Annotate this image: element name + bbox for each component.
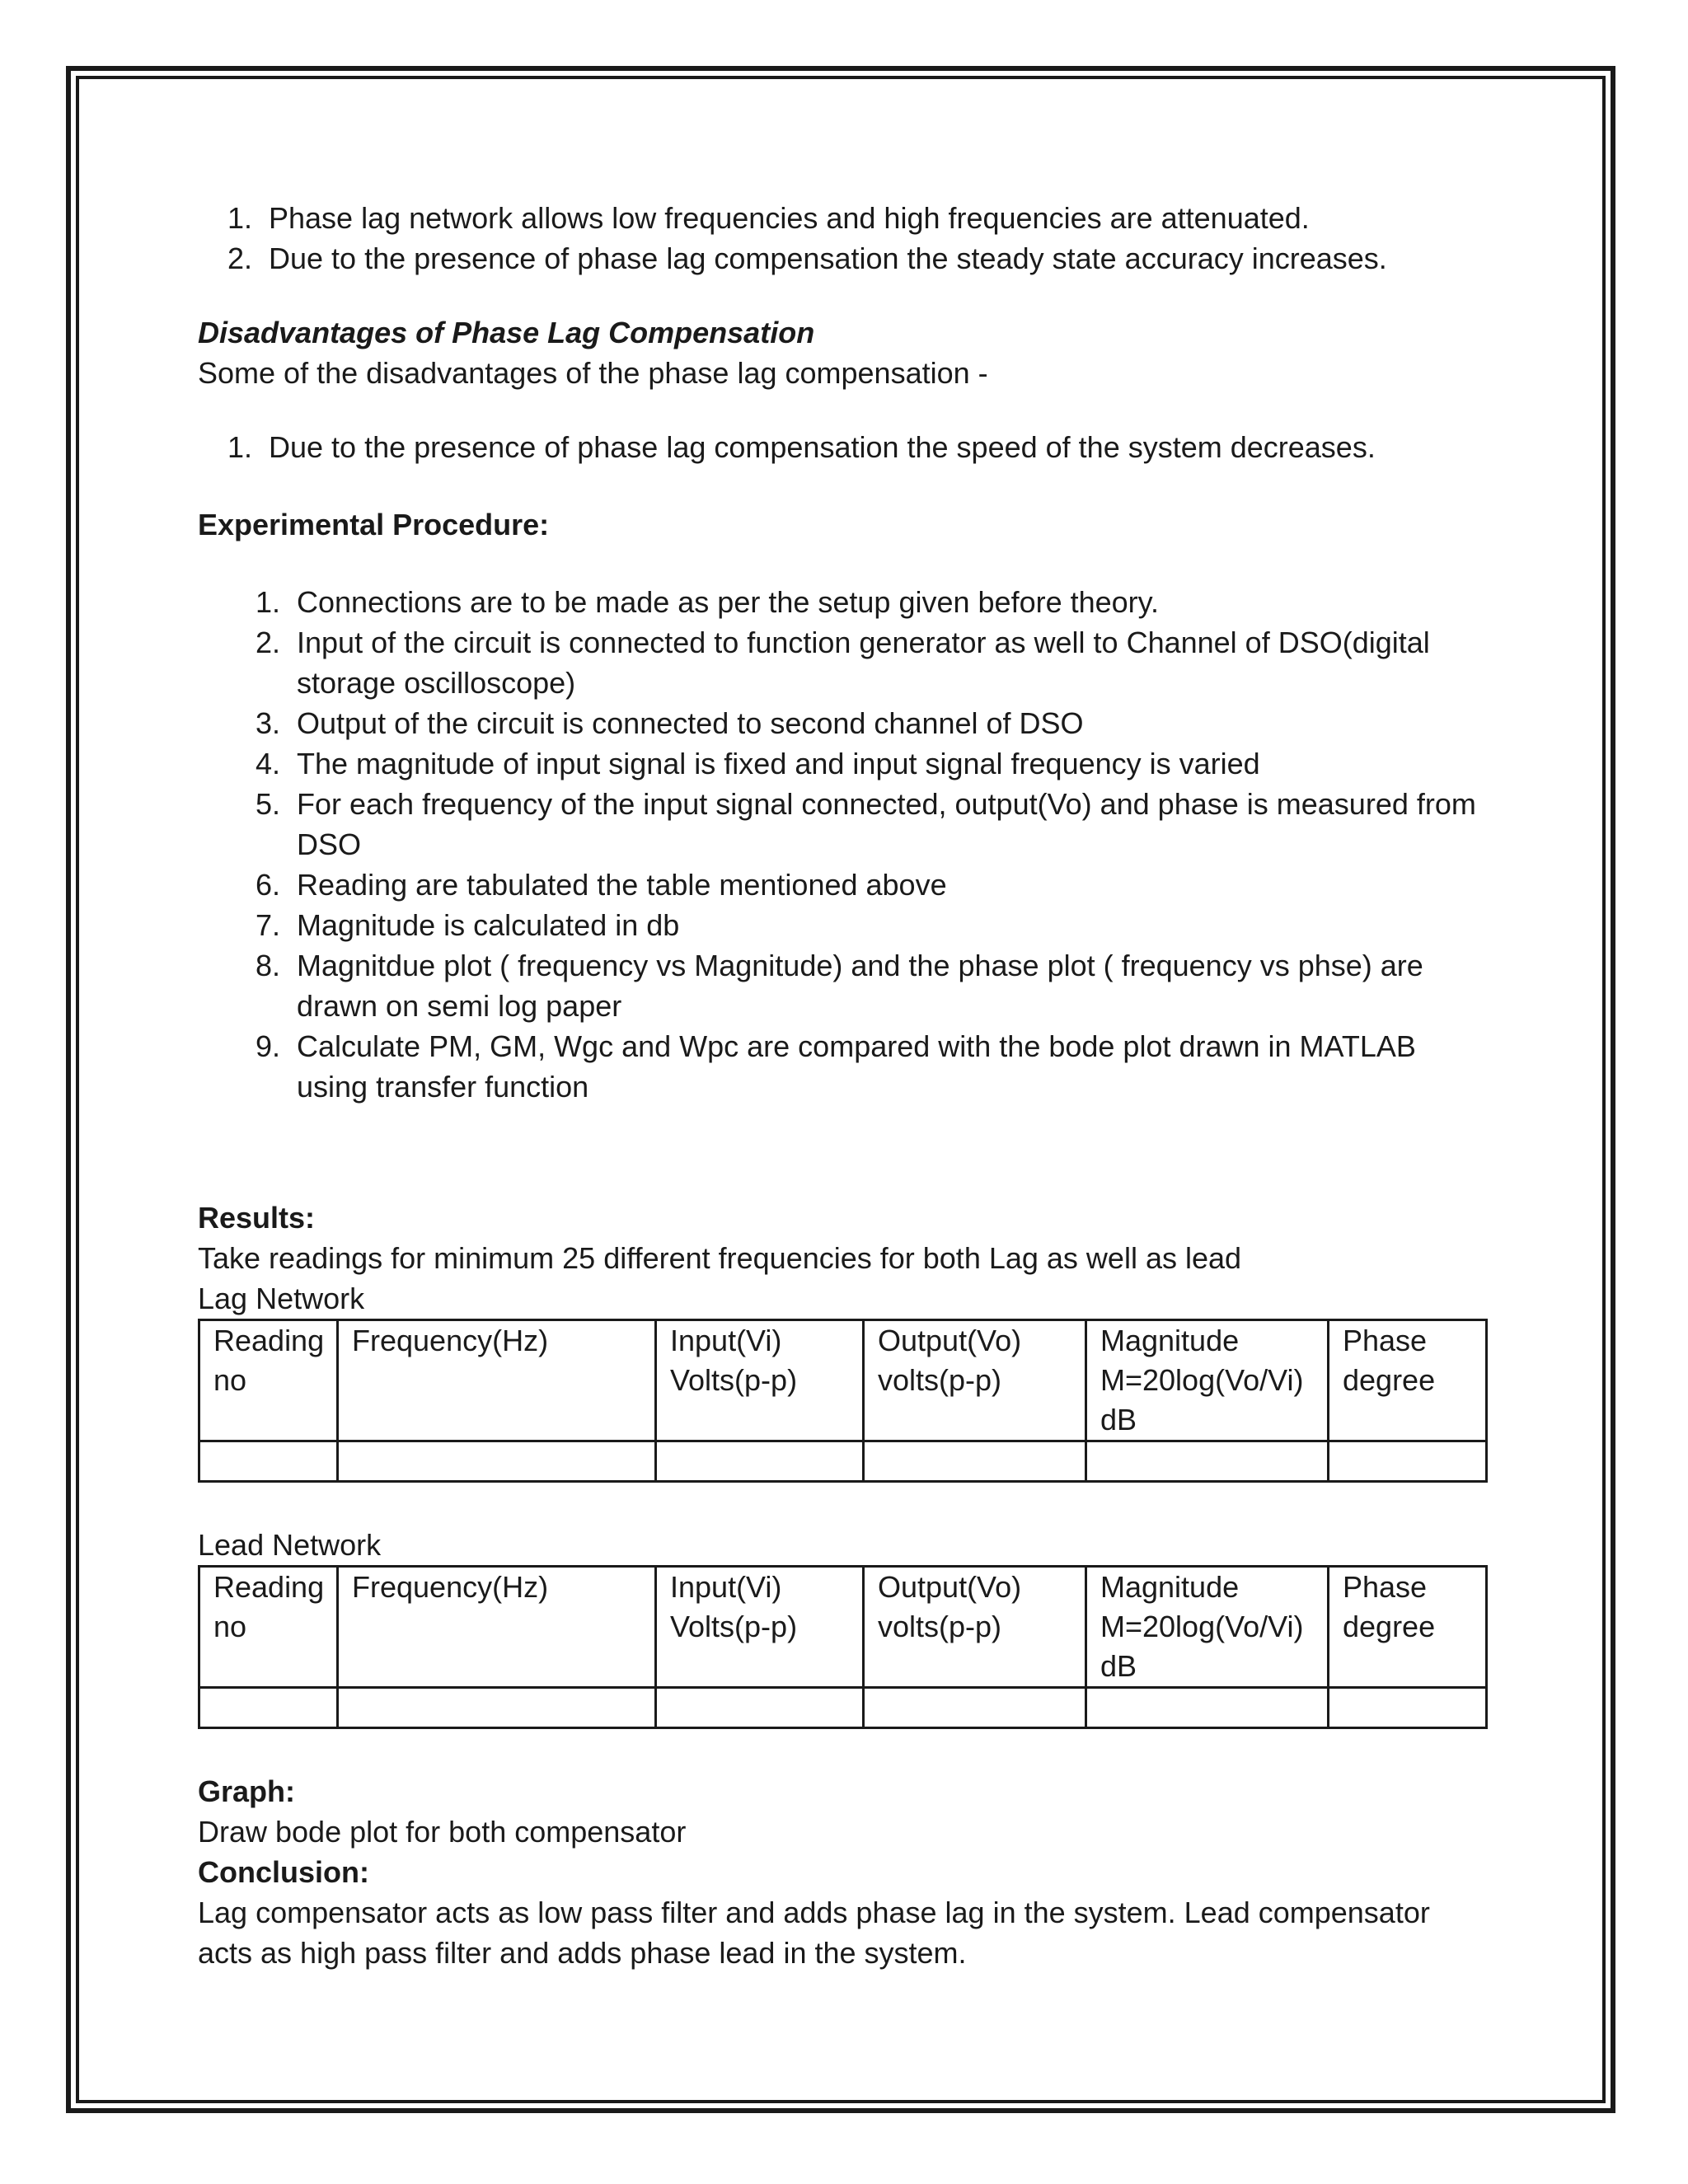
lag-table-caption: Lag Network xyxy=(198,1282,365,1315)
list-item: 4. The magnitude of input signal is fixed and input signal frequency is varied xyxy=(255,747,1260,780)
header-reading-no: Reading no xyxy=(199,1320,338,1441)
list-item: 1. Connections are to be made as per the setup given before theory. xyxy=(255,585,1159,619)
table-cell xyxy=(864,1688,1086,1728)
list-item: 8. Magnitdue plot ( frequency vs Magnitude) and the phase plot ( frequency vs phse) are drawn on semi log paper xyxy=(255,949,1423,1023)
graph-text: Draw bode plot for both compensator xyxy=(198,1815,687,1849)
list-item: 2. Due to the presence of phase lag compensation the steady state accuracy increases. xyxy=(227,241,1387,275)
header-reading-no: Reading no xyxy=(199,1567,338,1688)
table-cell xyxy=(199,1441,338,1482)
table-cell xyxy=(1086,1688,1329,1728)
list-item: 5. For each frequency of the input signal connected, output(Vo) and phase is measured from DSO xyxy=(255,787,1476,861)
graph-heading: Graph: xyxy=(198,1774,296,1808)
document-body xyxy=(198,198,1484,1973)
conclusion-text: Lag compensator acts as low pass filter and adds phase lag in the system. Lead compensator acts as high pass filter and adds phase lead in the system. xyxy=(198,1896,1430,1970)
header-phase: Phase degree xyxy=(1329,1320,1487,1441)
table-row xyxy=(199,1441,1487,1482)
header-input: Input(Vi) Volts(p-p) xyxy=(656,1567,864,1688)
list-item: 7. Magnitude is calculated in db xyxy=(255,908,680,942)
list-item: 9. Calculate PM, GM, Wgc and Wpc are compared with the bode plot drawn in MATLAB using transfer function xyxy=(255,1029,1416,1104)
table-cell xyxy=(199,1688,338,1728)
list-item: 3. Output of the circuit is connected to second channel of DSO xyxy=(255,706,1084,740)
list-item: 6. Reading are tabulated the table mentioned above xyxy=(255,868,947,902)
procedure-heading: Experimental Procedure: xyxy=(198,508,550,541)
header-input: Input(Vi) Volts(p-p) xyxy=(656,1320,864,1441)
disadvantages-intro: Some of the disadvantages of the phase lag compensation - xyxy=(198,356,988,390)
disadvantages-list xyxy=(198,427,1484,467)
header-phase: Phase degree xyxy=(1329,1567,1487,1688)
procedure-steps xyxy=(198,582,1484,1107)
results-heading: Results: xyxy=(198,1201,316,1235)
table-row xyxy=(199,1688,1487,1728)
list-item: 1. Phase lag network allows low frequencies and high frequencies are attenuated. xyxy=(227,201,1310,235)
table-cell xyxy=(338,1441,656,1482)
header-magnitude: Magnitude M=20log(Vo/Vi) dB xyxy=(1086,1567,1329,1688)
table-cell xyxy=(656,1688,864,1728)
list-item: 2. Input of the circuit is connected to function generator as well to Channel of DSO(digital storage oscilloscope) xyxy=(255,626,1430,700)
header-magnitude: Magnitude M=20log(Vo/Vi) dB xyxy=(1086,1320,1329,1441)
header-frequency: Frequency(Hz) xyxy=(338,1320,656,1441)
lead-network-table xyxy=(198,1565,1488,1729)
advantages-list xyxy=(198,198,1484,279)
table-cell xyxy=(656,1441,864,1482)
results-intro: Take readings for minimum 25 different frequencies for both Lag as well as lead xyxy=(198,1241,1242,1275)
lag-network-table xyxy=(198,1319,1488,1483)
table-header-row xyxy=(199,1320,1487,1441)
header-output: Output(Vo) volts(p-p) xyxy=(864,1567,1086,1688)
header-output: Output(Vo) volts(p-p) xyxy=(864,1320,1086,1441)
table-cell xyxy=(864,1441,1086,1482)
table-cell xyxy=(1329,1441,1487,1482)
lead-table-caption: Lead Network xyxy=(198,1528,382,1562)
header-frequency: Frequency(Hz) xyxy=(338,1567,656,1688)
disadvantages-heading: Disadvantages of Phase Lag Compensation xyxy=(198,316,815,349)
table-cell xyxy=(1329,1688,1487,1728)
table-cell xyxy=(338,1688,656,1728)
table-cell xyxy=(1086,1441,1329,1482)
conclusion-heading: Conclusion: xyxy=(198,1855,369,1889)
list-item: 1. Due to the presence of phase lag compensation the speed of the system decreases. xyxy=(227,430,1376,464)
table-header-row xyxy=(199,1567,1487,1688)
